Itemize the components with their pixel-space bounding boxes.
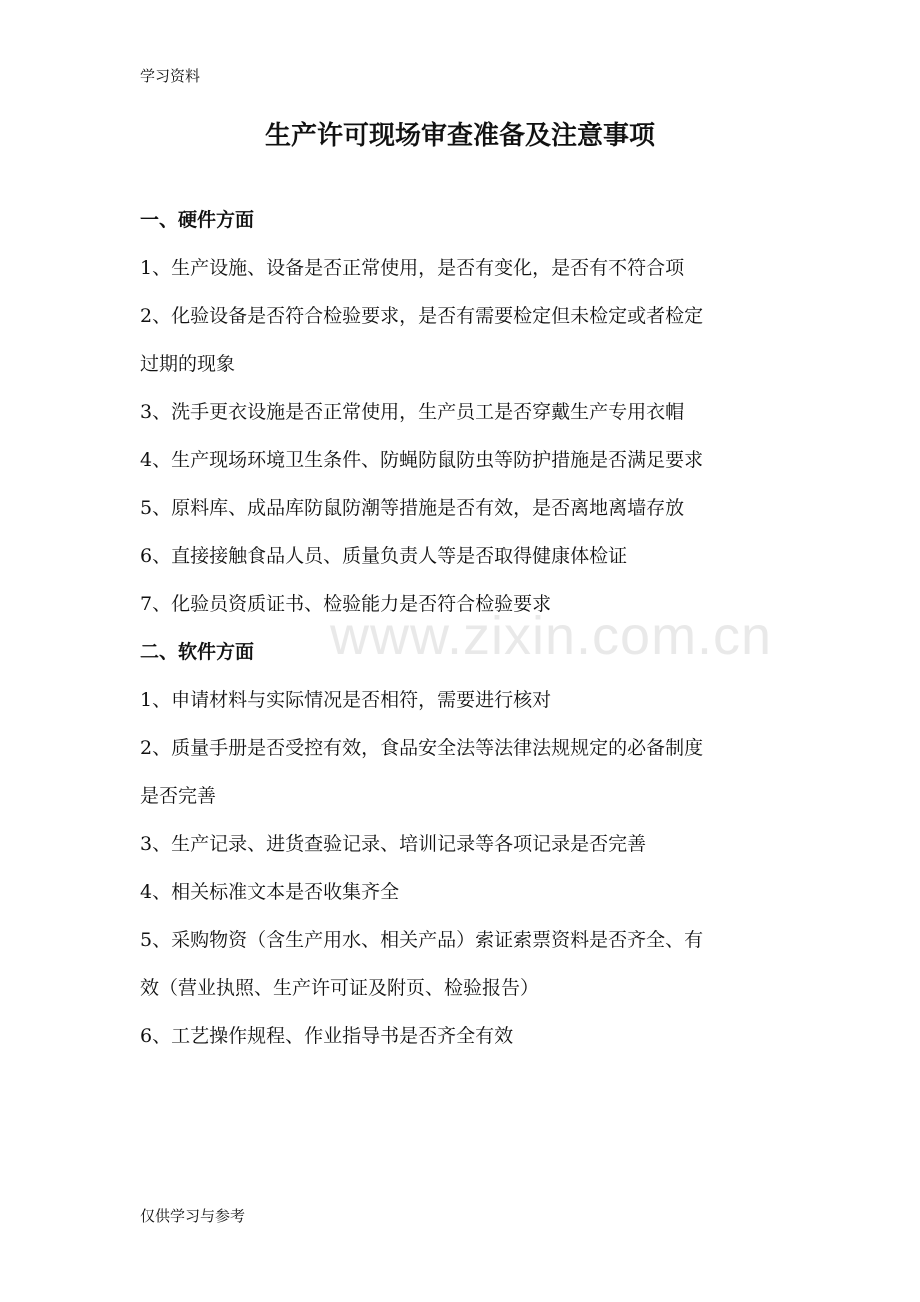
list-item: 6、工艺操作规程、作业指导书是否齐全有效	[140, 1025, 514, 1047]
list-item: 5、原料库、成品库防鼠防潮等措施是否有效，是否离地离墙存放	[140, 497, 685, 519]
document-title: 生产许可现场审查准备及注意事项	[264, 121, 655, 151]
list-item: 1、申请材料与实际情况是否相符，需要进行核对	[140, 689, 552, 711]
document-body	[140, 208, 785, 1048]
list-item: 5、采购物资（含生产用水、相关产品）索证索票资料是否齐全、有 效（营业执照、生产许可证及附页、检验报告）	[140, 929, 704, 999]
section-heading-hardware: 一、硬件方面	[140, 209, 255, 231]
list-item: 1、生产设施、设备是否正常使用，是否有变化，是否有不符合项	[140, 257, 685, 279]
watermark: www.zixin.com.cn	[330, 606, 773, 666]
section-heading-software: 二、软件方面	[140, 641, 255, 663]
list-item: 3、生产记录、进货查验记录、培训记录等各项记录是否完善	[140, 833, 647, 855]
list-item: 2、质量手册是否受控有效，食品安全法等法律法规规定的必备制度 是否完善	[140, 737, 704, 807]
list-item: 7、化验员资质证书、检验能力是否符合检验要求	[140, 593, 552, 615]
header-note: 学习资料	[140, 67, 201, 85]
list-item: 4、相关标准文本是否收集齐全	[140, 881, 400, 903]
list-item: 4、生产现场环境卫生条件、防蝇防鼠防虫等防护措施是否满足要求	[140, 449, 704, 471]
footer-note: 仅供学习与参考	[140, 1207, 246, 1225]
list-item: 2、化验设备是否符合检验要求，是否有需要检定但未检定或者检定 过期的现象	[140, 305, 704, 375]
list-item: 3、洗手更衣设施是否正常使用，生产员工是否穿戴生产专用衣帽	[140, 401, 685, 423]
list-item: 6、直接接触食品人员、质量负责人等是否取得健康体检证	[140, 545, 628, 567]
